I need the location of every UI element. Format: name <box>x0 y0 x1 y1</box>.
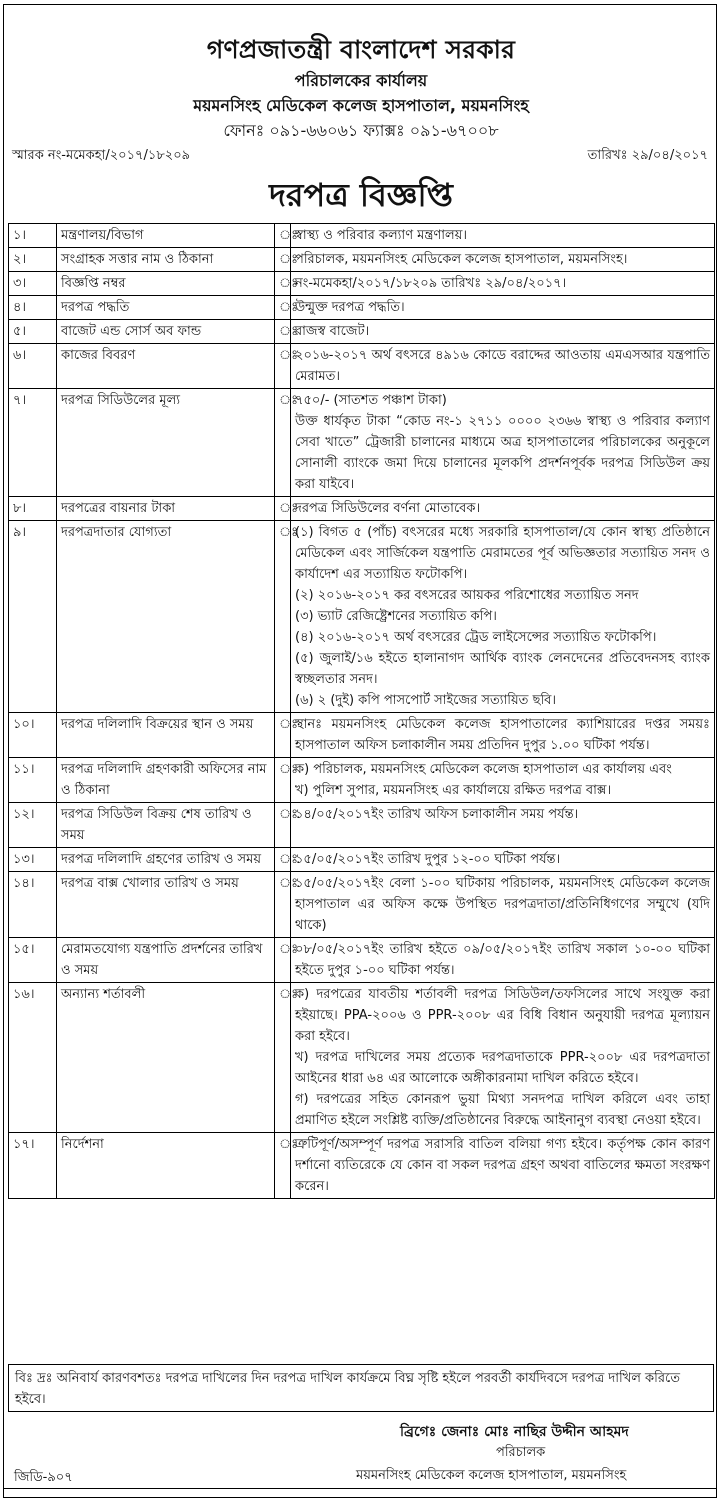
row-serial: ৯। <box>9 521 57 713</box>
row-value <box>291 272 715 296</box>
row-serial: ১৭। <box>9 1133 57 1199</box>
row-label <box>57 713 275 758</box>
row-serial: ১৬। <box>9 983 57 1133</box>
row-value-text: রাজস্ব বাজেট। <box>295 324 370 339</box>
row-serial: ১১। <box>9 758 57 803</box>
row-label-text: দরপত্র দলিলাদি বিক্রয়ের স্থান ও সময় <box>61 717 254 732</box>
row-value <box>291 983 715 1133</box>
row-label <box>57 872 275 938</box>
row-value <box>291 713 715 758</box>
row-label-text: দরপত্র দলিলাদি গ্রহণকারী অফিসের নাম ও ঠিকানা <box>61 762 267 798</box>
table-row <box>9 872 715 938</box>
row-colon: ঃ <box>275 983 291 1133</box>
row-label <box>57 296 275 320</box>
row-value-text: (৪) ২০১৬-২০১৭ অর্থ বৎসরের ট্রেড লাইসেন্সের সত্যায়িত ফটোকপি। <box>295 630 657 645</box>
row-label-text: বাজেট এন্ড সোর্স অব ফান্ড <box>61 324 202 339</box>
government-name: গণপ্রজাতন্ত্রী বাংলাদেশ সরকার <box>206 35 516 64</box>
row-serial: ১৪। <box>9 872 57 938</box>
row-colon: ঃ <box>275 389 291 497</box>
row-value <box>291 248 715 272</box>
row-value-text: উন্মুক্ত দরপত্র পদ্ধতি। <box>295 300 405 315</box>
row-label-text: দরপত্র বাক্স খোলার তারিখ ও সময় <box>61 876 239 891</box>
row-label-text: দরপত্র সিডিউলের মূল্য <box>61 393 181 408</box>
row-value <box>291 320 715 344</box>
row-label-text: অন্যান্য শর্তাবলী <box>61 987 146 1002</box>
row-value-text: (১) বিগত ৫ (পাঁচ) বৎসরের মধ্যে সরকারি হাসপাতাল/যে কোন স্বাস্থ্য প্রতিষ্ঠানে মেডিকেল এবং সার্জিকেল যন্ত্রপাতি মেরামতের পূর্ব অভিজ্ঞতার সত্যায়িত সনদ ও কার্যাদেশ এর সত্যায়িত ফটোকপি। <box>295 525 710 582</box>
row-value-text: ত্রুটিপূর্ণ/অসম্পূর্ণ দরপত্র সরাসরি বাতিল বলিয়া গণ্য হইবে। কর্তৃপক্ষ কোন কারণ দর্শানো ব্যতিরেকে যে কোন বা সকল দরপত্র গ্রহণ অথবা বাতিলের ক্ষমতা সংরক্ষণ করেন। <box>295 1137 710 1194</box>
table-row <box>9 1133 715 1199</box>
row-serial: ৮। <box>9 497 57 521</box>
tender-table <box>8 223 715 1199</box>
row-value-text: (২) ২০১৬-২০১৭ কর বৎসরের আয়কর পরিশোধের সত্যায়িত সনদ <box>295 588 639 603</box>
table-row <box>9 758 715 803</box>
row-serial: ১০। <box>9 713 57 758</box>
table-row <box>9 320 715 344</box>
row-value-text: ২০১৬-২০১৭ অর্থ বৎসরে ৪৯১৬ কোডে বরাদ্দের আওতায় এমএসআর যন্ত্রপাতি মেরামত। <box>295 348 710 384</box>
table-row <box>9 938 715 983</box>
row-serial: ২। <box>9 248 57 272</box>
row-label-text: দরপত্র দলিলাদি গ্রহণের তারিখ ও সময় <box>61 852 262 867</box>
row-value-text: ১৫/০৫/২০১৭ইং তারিখ দুপুর ১২-০০ ঘটিকা পর্যন্ত। <box>295 852 561 867</box>
table-row <box>9 224 715 248</box>
table-row <box>9 296 715 320</box>
row-colon: ঃ <box>275 938 291 983</box>
row-colon: ঃ <box>275 224 291 248</box>
office-name: পরিচালকের কার্যালয় <box>294 71 428 90</box>
row-colon: ঃ <box>275 803 291 848</box>
row-value-text: খ) দরপত্র দাখিলের সময় প্রত্যেক দরপত্রদাতাকে PPR-২০০৮ এর দরপত্রদাতা আইনের ধারা ৬৪ এর আলোকে অঙ্গীকারনামা দাখিল করিতে হইবে। <box>295 1050 710 1086</box>
row-value <box>291 224 715 248</box>
row-label-text: কাজের বিবরণ <box>61 348 136 363</box>
row-value-text: ৭৫০/- (সাতশত পঞ্চাশ টাকা) <box>295 393 447 408</box>
row-value-text: খ) পুলিশ সুপার, ময়মনসিংহ এর কার্যালয়ে রক্ষিত দরপত্র বাক্স। <box>295 783 612 798</box>
row-label-text: মন্ত্রণালয়/বিভাগ <box>61 228 144 243</box>
row-value <box>291 296 715 320</box>
row-value-text: উক্ত ধার্যকৃত টাকা “কোড নং-১ ২৭১১ ০০০০ ২৩৬৬ স্বাস্থ্য ও পরিবার কল্যাণ সেবা খাতে” ট্রেজারী চালানের মাধ্যমে অত্র হাসপাতালের পরিচালকের অনুকূলে সোনালী ব্যাংকে জমা দিয়ে চালানের মূলকপি প্রদর্শনপূর্বক দরপত্র সিডিউল ক্রয় করা যাইবে। <box>295 414 710 492</box>
row-serial: ৫। <box>9 320 57 344</box>
signatory-office: ময়মনসিংহ মেডিকেল কলেজ হাসপাতাল, ময়মনসিংহ <box>356 1468 627 1483</box>
row-serial: ১২। <box>9 803 57 848</box>
signatory-name: ব্রিগেঃ জেনাঃ মোঃ নাছির উদ্দীন আহমদ <box>400 1424 629 1440</box>
row-value-text: ক) পরিচালক, ময়মনসিংহ মেডিকেল কলেজ হাসপাতাল এর কার্যালয় এবং <box>295 762 672 777</box>
table-row <box>9 344 715 389</box>
row-serial: ৬। <box>9 344 57 389</box>
row-label <box>57 320 275 344</box>
row-label-text: দরপত্রের বায়নার টাকা <box>61 501 176 516</box>
row-value <box>291 497 715 521</box>
row-value <box>291 758 715 803</box>
row-label-text: দরপত্র পদ্ধতি <box>61 300 130 315</box>
row-label <box>57 389 275 497</box>
row-colon: ঃ <box>275 1133 291 1199</box>
hospital-name: ময়মনসিংহ মেডিকেল কলেজ হাসপাতাল, ময়মনসিংহ <box>193 96 529 115</box>
row-colon: ঃ <box>275 296 291 320</box>
notice-date: তারিখঃ ২৯/০৪/২০১৭ <box>587 148 708 163</box>
row-colon: ঃ <box>275 497 291 521</box>
row-colon: ঃ <box>275 521 291 713</box>
row-label-text: সংগ্রাহক সত্তার নাম ও ঠিকানা <box>61 252 214 267</box>
row-value-text: (৬) ২ (দুই) কপি পাসপোর্ট সাইজের সত্যায়িত ছবি। <box>295 693 557 708</box>
row-label-text: দরপত্রদাতার যোগ্যতা <box>61 525 172 540</box>
row-value-text: দরপত্র সিডিউলের বর্ণনা মোতাবেক। <box>295 501 481 516</box>
table-row <box>9 497 715 521</box>
row-colon: ঃ <box>275 344 291 389</box>
contact-info: ফোনঃ ০৯১-৬৬০৬১ ফ্যাক্সঃ ০৯১-৬৭০০৮ <box>223 121 499 140</box>
row-serial: ৪। <box>9 296 57 320</box>
row-value-text: (৩) ভ্যাট রেজিষ্ট্রেশনের সত্যায়িত কপি। <box>295 609 497 624</box>
row-value-text: গ) দরপত্রের সহিত কোনরূপ ভুয়া মিথ্যা সনদপত্র দাখিল করিলে এবং তাহা প্রমাণিত হইলে সংশ্লিষ্ট ব্যক্তি/প্রতিষ্ঠানের বিরুদ্ধে আইনানুগ ব্যবস্থা নেওয়া হইবে। <box>295 1092 710 1128</box>
row-value-text: ০৮/০৫/২০১৭ইং তারিখ হইতে ০৯/০৫/২০১৭ইং তারিখ সকাল ১০-০০ ঘটিকা হইতে দুপুর ১-০০ ঘটিকা পর্যন্ত। <box>295 942 710 978</box>
row-value-text: ১৫/০৫/২০১৭ইং বেলা ১-০০ ঘটিকায় পরিচালক, ময়মনসিংহ মেডিকেল কলেজ হাসপাতাল এর অফিস কক্ষে উপস্থিত দরপত্রদাতা/প্রতিনিধিগণের সম্মুখে (যদি থাকে) <box>295 876 710 933</box>
table-row <box>9 713 715 758</box>
footnote: বিঃ দ্রঃ অনিবার্য কারণবশতঃ দরপত্র দাখিলের দিন দরপত্র দাখিল কার্যক্রমে বিঘ্ন সৃষ্টি হইলে পরবর্তী কার্যদিবসে দরপত্র দাখিল করিতে হইবে। <box>8 1364 714 1412</box>
bottom-rule <box>3 1488 717 1489</box>
row-label-text: দরপত্র সিডিউল বিক্রয় শেষ তারিখ ও সময় <box>61 807 252 843</box>
row-value <box>291 938 715 983</box>
row-value <box>291 848 715 872</box>
row-label <box>57 983 275 1133</box>
row-value <box>291 344 715 389</box>
row-label <box>57 344 275 389</box>
table-row <box>9 521 715 713</box>
row-value <box>291 872 715 938</box>
row-value-text: ১৪/০৫/২০১৭ইং তারিখ অফিস চলাকালীন সময় পর্যন্ত। <box>295 807 579 822</box>
table-row <box>9 389 715 497</box>
row-value <box>291 803 715 848</box>
row-serial: ১৩। <box>9 848 57 872</box>
row-label <box>57 758 275 803</box>
table-row <box>9 983 715 1133</box>
row-label <box>57 938 275 983</box>
row-value-text: নং-মমেকহা/২০১৭/১৮২০৯ তারিখঃ ২৯/০৪/২০১৭। <box>295 276 567 291</box>
row-colon: ঃ <box>275 848 291 872</box>
gd-number: জিডি-৯০৭ <box>14 1470 73 1485</box>
row-label-text: নির্দেশনা <box>61 1137 104 1152</box>
row-label <box>57 224 275 248</box>
row-value-text: পরিচালক, ময়মনসিংহ মেডিকেল কলেজ হাসপাতাল, ময়মনসিংহ। <box>295 252 628 267</box>
row-value-text: (৫) জুলাই/১৬ হইতে হালানাগদ আর্থিক ব্যাংক লেনদেনের প্রতিবেদনসহ ব্যাংক স্বচ্ছলতার সনদ। <box>295 651 710 687</box>
row-label-text: মেরামতযোগ্য যন্ত্রপাতি প্রদর্শনের তারিখ ও সময় <box>61 942 263 978</box>
row-label <box>57 848 275 872</box>
table-row <box>9 803 715 848</box>
row-serial: ৭। <box>9 389 57 497</box>
row-colon: ঃ <box>275 320 291 344</box>
row-serial: ৩। <box>9 272 57 296</box>
table-row <box>9 248 715 272</box>
row-value-text: স্থানঃ ময়মনসিংহ মেডিকেল কলেজ হাসপাতালের ক্যাশিয়ারের দপ্তর সময়ঃ হাসপাতাল অফিস চলাকালীন সময় প্রতিদিন দুপুর ১.০০ ঘটিকা পর্যন্ত। <box>295 717 710 753</box>
table-row <box>9 848 715 872</box>
row-value-text: ক) দরপত্রের যাবতীয় শর্তাবলী দরপত্র সিডিউল/তফসিলের সাথে সংযুক্ত করা হইয়াছে। PPA-২০০৬ ও PPR-২০০৮ এর বিধি বিধান অনুযায়ী দরপত্র মূল্যায়ন করা হইবে। <box>295 987 710 1044</box>
table-row <box>9 272 715 296</box>
row-colon: ঃ <box>275 713 291 758</box>
row-colon: ঃ <box>275 758 291 803</box>
row-label <box>57 248 275 272</box>
signatory-designation: পরিচালক <box>496 1445 546 1460</box>
row-colon: ঃ <box>275 872 291 938</box>
row-colon: ঃ <box>275 272 291 296</box>
row-label <box>57 1133 275 1199</box>
row-value <box>291 1133 715 1199</box>
row-label <box>57 803 275 848</box>
row-label-text: বিজ্ঞপ্তি নম্বর <box>61 276 126 291</box>
row-serial: ১৫। <box>9 938 57 983</box>
row-colon: ঃ <box>275 248 291 272</box>
row-label <box>57 497 275 521</box>
row-label <box>57 521 275 713</box>
row-value <box>291 521 715 713</box>
row-serial: ১। <box>9 224 57 248</box>
row-value-text: স্বাস্থ্য ও পরিবার কল্যাণ মন্ত্রণালয়। <box>295 228 468 243</box>
page-title: দরপত্র বিজ্ঞপ্তি <box>269 176 453 214</box>
row-value <box>291 389 715 497</box>
row-label <box>57 272 275 296</box>
memo-number: স্মারক নং-মমেকহা/২০১৭/১৮২০৯ <box>12 148 191 163</box>
